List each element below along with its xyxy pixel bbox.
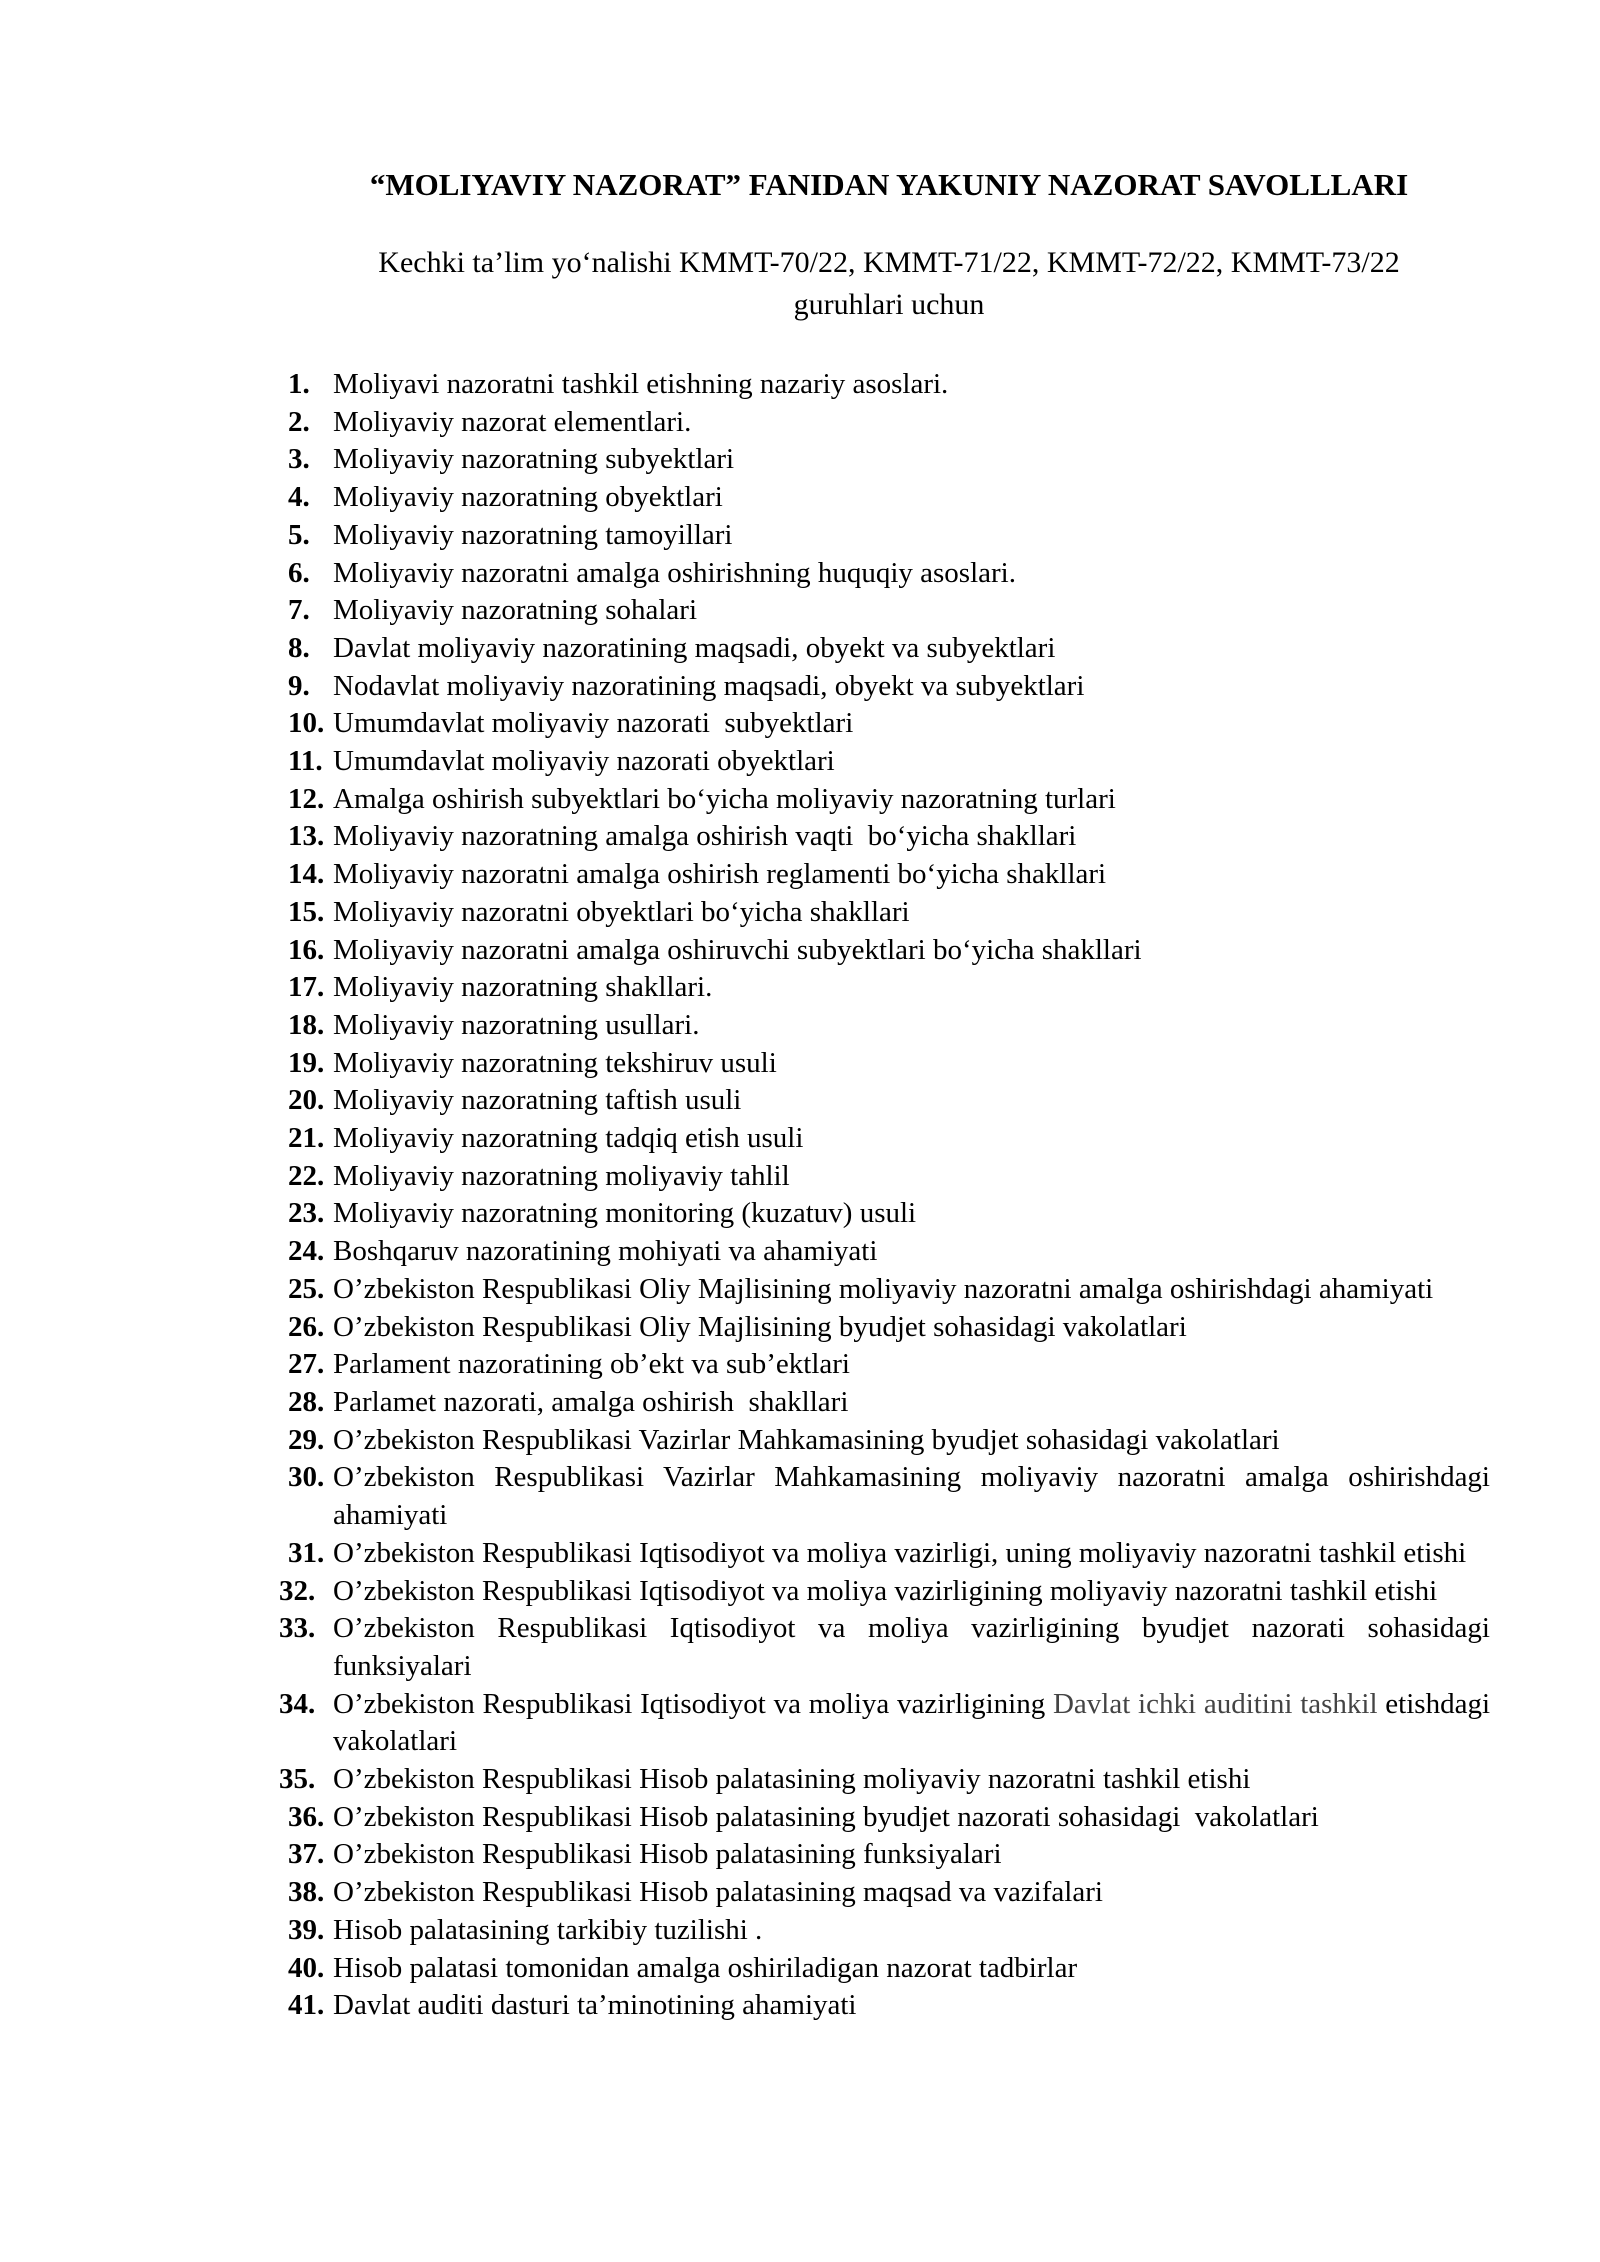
item-text: Davlat auditi dasturi ta’minotining ahamiyati <box>333 1989 857 2022</box>
subtitle-line-2: guruhlari uchun <box>793 288 985 321</box>
item-text: O’zbekiston Respublikasi Iqtisodiyot va moliya vazirligi, uning moliyaviy nazoratni tashkil etishi <box>333 1536 1467 1569</box>
item-number: 31. <box>288 1536 325 1569</box>
list-item <box>279 1761 1490 1799</box>
item-text: Davlat moliyaviy nazoratining maqsadi, obyekt va subyektlari <box>333 631 1056 664</box>
item-number: 17. <box>288 971 325 1004</box>
list-item <box>288 555 1490 593</box>
list-item <box>288 969 1490 1007</box>
item-text: Moliyaviy nazoratning shakllari. <box>333 971 713 1004</box>
list-item <box>288 705 1490 743</box>
item-text: Hisob palatasi tomonidan amalga oshiriladigan nazorat tadbirlar <box>333 1951 1078 1984</box>
item-text-segment: etishdagi vakolatlari <box>333 1687 1498 1758</box>
item-text: Moliyaviy nazorat elementlari. <box>333 405 692 438</box>
item-number: 13. <box>288 820 325 853</box>
list-item <box>288 818 1490 856</box>
item-number: 30. <box>288 1461 325 1494</box>
list-item <box>288 1799 1490 1837</box>
list-item <box>288 932 1490 970</box>
item-text-segment: O’zbekiston Respublikasi Iqtisodiyot va moliya vazirligining <box>333 1687 1053 1720</box>
list-item <box>288 1535 1490 1573</box>
item-text: Umumdavlat moliyaviy nazorati obyektlari <box>333 745 835 778</box>
item-number: 18. <box>288 1008 325 1041</box>
item-number: 26. <box>288 1310 325 1343</box>
list-item <box>288 1082 1490 1120</box>
item-number: 12. <box>288 782 325 815</box>
item-text: Moliyaviy nazoratni amalga oshirish reglamenti bo‘yicha shakllari <box>333 858 1107 891</box>
list-item <box>279 1610 1498 1685</box>
item-number: 7. <box>288 594 310 627</box>
item-number: 10. <box>288 707 325 740</box>
item-number: 35. <box>279 1763 316 1796</box>
item-number: 33. <box>279 1612 316 1645</box>
list-item <box>288 1346 1490 1384</box>
item-number: 8. <box>288 631 310 664</box>
item-text: O’zbekiston Respublikasi Oliy Majlisining byudjet sohasidagi vakolatlari <box>333 1310 1187 1343</box>
list-item <box>288 1271 1490 1309</box>
list-item <box>288 1233 1490 1271</box>
list-item <box>288 1045 1490 1083</box>
item-text: Moliyaviy nazoratning subyektlari <box>333 443 735 476</box>
item-number: 20. <box>288 1084 325 1117</box>
item-number: 22. <box>288 1159 325 1192</box>
item-number: 28. <box>288 1385 325 1418</box>
list-item <box>288 1195 1490 1233</box>
item-text: Boshqaruv nazoratining mohiyati va ahamiyati <box>333 1235 878 1268</box>
item-number: 2. <box>288 405 310 438</box>
item-text: Moliyaviy nazoratning obyektlari <box>333 481 723 514</box>
item-number: 40. <box>288 1951 325 1984</box>
item-text: Moliyavi nazoratni tashkil etishning nazariy asoslari. <box>333 368 949 400</box>
list-item <box>279 1573 1490 1611</box>
item-text: Nodavlat moliyaviy nazoratining maqsadi, obyekt va subyektlari <box>333 669 1085 702</box>
item-text: Umumdavlat moliyaviy nazorati subyektlari <box>333 707 854 740</box>
list-item <box>288 630 1490 668</box>
list-item <box>288 1384 1490 1422</box>
item-text: Parlamet nazorati, amalga oshirish shakllari <box>333 1385 849 1418</box>
item-number: 24. <box>288 1235 325 1268</box>
item-text: Amalga oshirish subyektlari bo‘yicha moliyaviy nazoratning turlari <box>333 782 1116 815</box>
item-text: O’zbekiston Respublikasi Hisob palatasining maqsad va vazifalari <box>333 1876 1103 1909</box>
item-text: Moliyaviy nazoratning amalga oshirish vaqti bo‘yicha shakllari <box>333 820 1077 853</box>
item-text: Moliyaviy nazoratning taftish usuli <box>333 1084 742 1117</box>
item-text: O’zbekiston Respublikasi Hisob palatasining funksiyalari <box>333 1838 1002 1871</box>
list-item <box>288 1950 1490 1988</box>
list-item <box>288 1120 1490 1158</box>
list-item <box>288 894 1490 932</box>
item-text: O’zbekiston Respublikasi Vazirlar Mahkamasining byudjet sohasidagi vakolatlari <box>333 1423 1280 1456</box>
question-list <box>279 366 1498 2025</box>
list-item <box>288 592 1490 630</box>
item-number: 27. <box>288 1348 325 1381</box>
list-item <box>288 743 1490 781</box>
list-item <box>279 1686 1498 1761</box>
item-text: Moliyaviy nazoratning sohalari <box>333 594 698 627</box>
item-text: Moliyaviy nazoratni amalga oshiruvchi subyektlari bo‘yicha shakllari <box>333 933 1142 966</box>
page-title: “MOLIYAVIY NAZORAT” FANIDAN YAKUNIY NAZORAT SAVOLLLARI <box>369 167 1409 202</box>
item-number: 9. <box>288 669 310 702</box>
list-item <box>288 856 1490 894</box>
item-number: 29. <box>288 1423 325 1456</box>
item-number: 39. <box>288 1913 325 1946</box>
list-item <box>288 1874 1490 1912</box>
item-text: O’zbekiston Respublikasi Vazirlar Mahkamasining moliyaviy nazoratni amalga oshirishdagi ahamiyati <box>333 1461 1498 1532</box>
item-number: 14. <box>288 858 325 891</box>
list-item <box>288 441 1490 479</box>
item-text: Moliyaviy nazoratning tamoyillari <box>333 518 733 551</box>
item-text: O’zbekiston Respublikasi Iqtisodiyot va moliya vazirligining byudjet nazorati sohasidagi funksiyalari <box>333 1612 1498 1682</box>
item-number: 3. <box>288 443 310 476</box>
list-item <box>288 1912 1490 1950</box>
item-number: 6. <box>288 556 310 589</box>
list-item <box>288 1459 1498 1534</box>
list-item <box>288 668 1490 706</box>
item-text: Moliyaviy nazoratning monitoring (kuzatuv) usuli <box>333 1197 917 1230</box>
subtitle-line-1: Kechki ta’lim yo‘nalishi KMMT-70/22, KMMT-71/22, KMMT-72/22, KMMT-73/22 <box>378 246 1400 279</box>
item-text: O’zbekiston Respublikasi Oliy Majlisining moliyaviy nazoratni amalga oshirishdagi ahamiyati <box>333 1272 1434 1305</box>
item-number: 16. <box>288 933 325 966</box>
item-number: 15. <box>288 895 325 928</box>
item-text: Moliyaviy nazoratning usullari. <box>333 1008 700 1041</box>
item-text: Moliyaviy nazoratning tekshiruv usuli <box>333 1046 777 1079</box>
item-number: 23. <box>288 1197 325 1230</box>
item-number: 37. <box>288 1838 325 1871</box>
item-number: 34. <box>279 1687 316 1720</box>
item-number: 5. <box>288 518 310 551</box>
item-text: O’zbekiston Respublikasi Hisob palatasining byudjet nazorati sohasidagi vakolatlari <box>333 1800 1319 1833</box>
document-header <box>288 166 1490 326</box>
item-text: Moliyaviy nazoratni obyektlari bo‘yicha shakllari <box>333 895 910 928</box>
item-text: O’zbekiston Respublikasi Hisob palatasining moliyaviy nazoratni tashkil etishi <box>333 1763 1251 1796</box>
item-number: 1. <box>288 368 310 400</box>
list-item <box>288 479 1490 517</box>
item-number: 36. <box>288 1800 325 1833</box>
item-number: 4. <box>288 481 310 514</box>
item-number: 41. <box>288 1989 325 2022</box>
item-number: 38. <box>288 1876 325 1909</box>
item-text: Moliyaviy nazoratning tadqiq etish usuli <box>333 1122 804 1155</box>
list-item <box>288 1836 1490 1874</box>
item-number: 21. <box>288 1122 325 1155</box>
item-text: Moliyaviy nazoratni amalga oshirishning huquqiy asoslari. <box>333 556 1016 589</box>
list-item <box>288 404 1490 442</box>
item-number: 11. <box>288 745 323 778</box>
item-text: O’zbekiston Respublikasi Iqtisodiyot va moliya vazirligining moliyaviy nazoratni tashkil etishi <box>333 1574 1438 1607</box>
item-number: 32. <box>279 1574 316 1607</box>
item-number: 19. <box>288 1046 325 1079</box>
item-text: Hisob palatasining tarkibiy tuzilishi . <box>333 1913 763 1946</box>
list-item <box>288 781 1490 819</box>
item-text: Moliyaviy nazoratning moliyaviy tahlil <box>333 1159 790 1192</box>
list-item <box>288 366 1490 404</box>
item-text: Parlament nazoratining ob’ekt va sub’ektlari <box>333 1348 850 1381</box>
item-text-segment: Davlat ichki auditini tashkil <box>1052 1687 1378 1720</box>
list-item <box>288 517 1490 555</box>
list-item <box>288 1422 1490 1460</box>
list-item <box>288 1309 1490 1347</box>
list-item <box>288 1987 1490 2025</box>
list-item <box>288 1158 1490 1196</box>
item-number: 25. <box>288 1272 325 1305</box>
item-text <box>333 1686 1498 1761</box>
list-item <box>288 1007 1490 1045</box>
